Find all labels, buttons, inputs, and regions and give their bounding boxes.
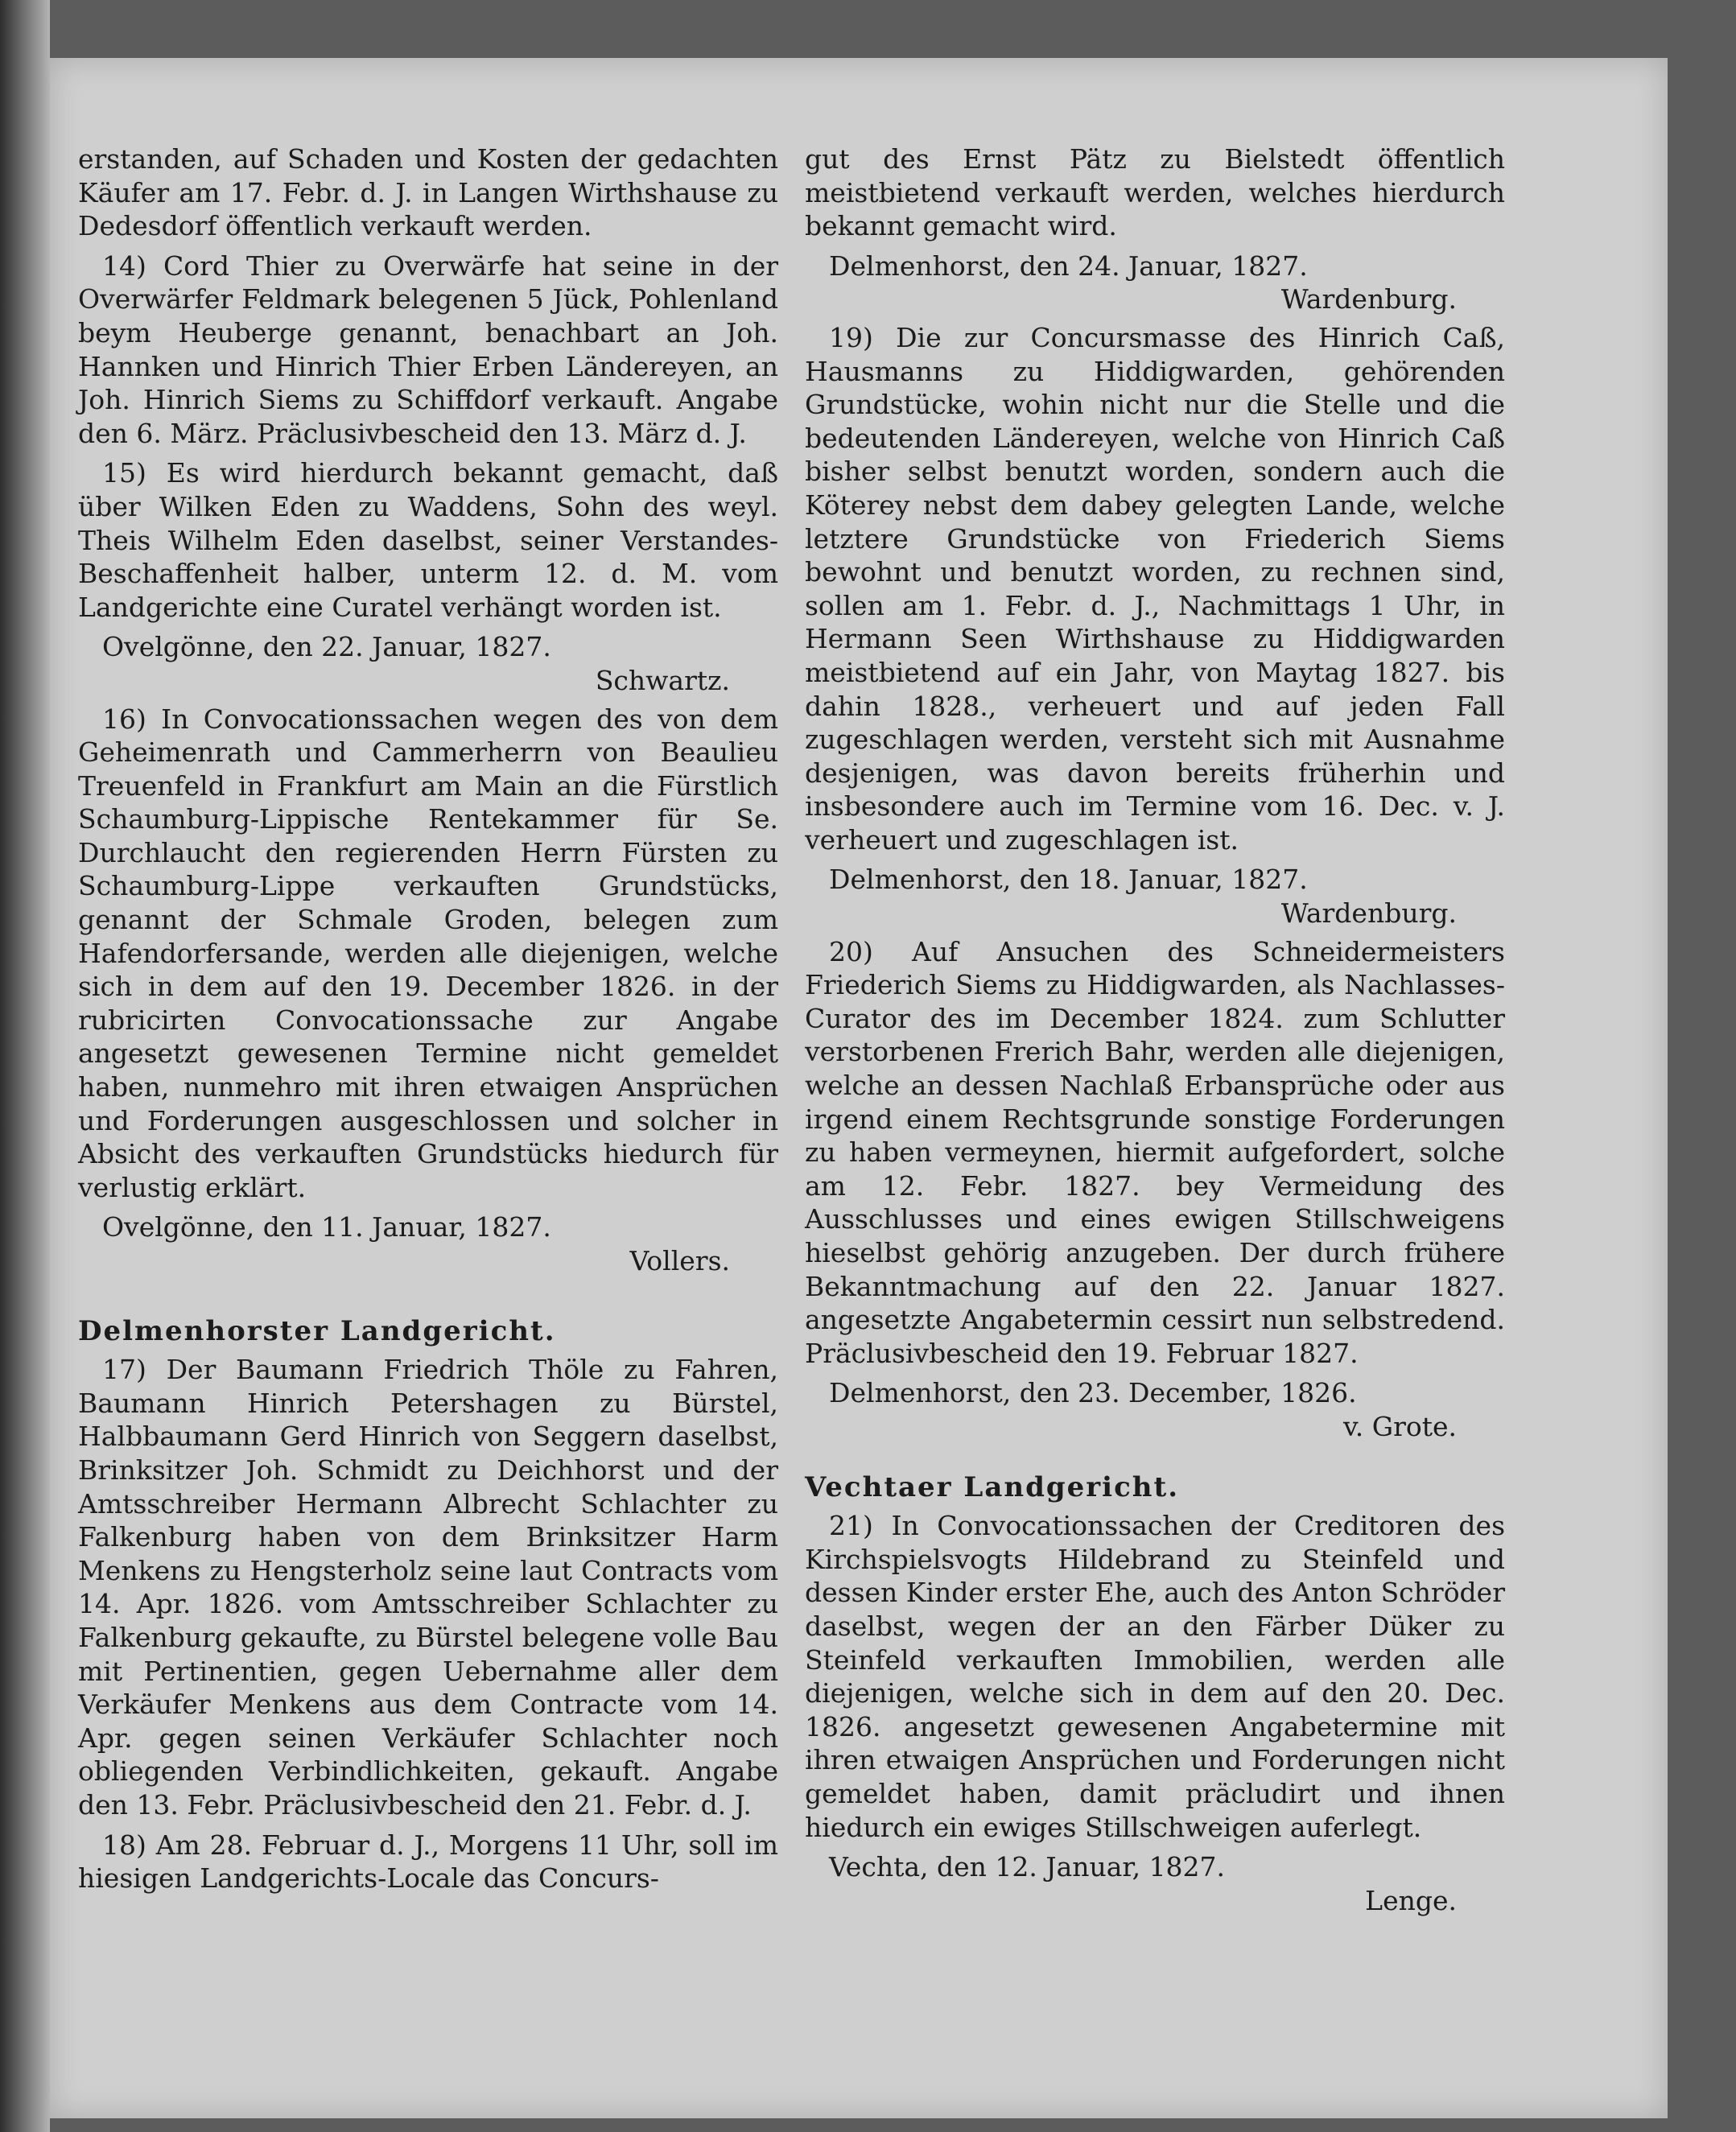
paragraph-15: 15) Es wird hierdurch bekannt gemacht, daß über Wilken Eden zu Waddens, Sohn des weyl. Theis Wilhelm Eden daselbst, seiner Verstandes-Beschaffenheit halber, unterm 12. d. M. vom Landgerichte eine Curatel verhängt worden ist. <box>78 457 778 623</box>
paragraph-14: 14) Cord Thier zu Overwärfe hat seine in der Overwärfer Feldmark belegenen 5 Jück, Pohlenland beym Heuberge genannt, benachbart an Joh. Hannken und Hinrich Thier Erben Ländereyen, an Joh. Hinrich Siems zu Schiffdorf verkauft. Angabe den 6. März. Präclusivbescheid den 13. März d. J. <box>78 249 778 449</box>
paragraph-16: 16) In Convocationssachen wegen des von dem Geheimenrath und Cammerherrn von Beaulieu Treuenfeld in Frankfurt am Main an die Fürstlich Schaumburg-Lippische Rentekammer für Se. Durchlaucht den regierenden Herrn Fürsten zu Schaumburg-Lippe verkauften Grundstücks, genannt der Schmale Groden, belegen zum Hafendorfersande, werden alle diejenigen, welche sich in dem auf den 19. December 1826. in der rubricirten Convocationssache zur Angabe angesetzt gewesenen Termine nicht gemeldet haben, nunmehro mit ihren etwaigen Ansprüchen und Forderungen ausgeschlossen und solcher in Absicht des verkauften Grundstücks hiedurch für verlustig erklärt. <box>78 703 778 1203</box>
dateline-16: Ovelgönne, den 11. Januar, 1827. <box>102 1211 551 1243</box>
dateline-18: Delmenhorst, den 24. Januar, 1827. <box>829 249 1308 282</box>
signature-20: v. Grote. <box>1343 1410 1457 1442</box>
section-heading-delmenhorst: Delmenhorster Landgericht. <box>78 1314 556 1347</box>
right-column <box>805 142 1505 1922</box>
dateline-19: Delmenhorst, den 18. Januar, 1827. <box>829 864 1308 896</box>
paragraph-20: 20) Auf Ansuchen des Schneidermeisters Friederich Siems zu Hiddigwarden, als Nachlasses-Curator des im December 1824. zum Schlutter verstorbenen Frerich Bahr, werden alle diejenigen, welche an dessen Nachlaß Erbansprüche oder aus irgend einem Rechtsgrunde sonstige Forderungen zu haben vermeynen, hiermit aufgefordert, solche am 12. Febr. 1827. bey Vermeidung des Ausschlusses und eines ewigen Stillschweigens hieselbst gehörig anzugeben. Der durch frühere Bekanntmachung auf den 22. Januar 1827. angesetzte Angabetermin cessirt nun selbstredend. Präclusivbescheid den 19. Februar 1827. <box>805 935 1505 1369</box>
dateline-15: Ovelgönne, den 22. Januar, 1827. <box>102 631 551 663</box>
signature-21: Lenge. <box>1365 1884 1457 1916</box>
paragraph-13-continued: erstanden, auf Schaden und Kosten der gedachten Käufer am 17. Febr. d. J. in Langen Wirthshause zu Dedesdorf öffentlich verkauft werden. <box>78 143 778 242</box>
paragraph-17: 17) Der Baumann Friedrich Thöle zu Fahren, Baumann Hinrich Petershagen zu Bürstel, Halbbaumann Gerd Hinrich von Seggern daselbst, Brinksitzer Joh. Schmidt zu Deichhorst und der Amtsschreiber Hermann Albrecht Schlachter zu Falkenburg haben von dem Brinksitzer Harm Menkens zu Hengsterholz seine laut Contracts vom 14. Apr. 1826. vom Amtsschreiber Schlachter zu Falkenburg gekaufte, zu Bürstel belegene volle Bau mit Pertinentien, gegen Uebernahme aller dem Verkäufer Menkens aus dem Contracte vom 14. Apr. gegen seinen Verkäufer Schlachter noch obliegenden Verbindlichkeiten, gekauft. Angabe den 13. Febr. Präclusivbescheid den 21. Febr. d. J. <box>78 1354 778 1821</box>
signature-15: Schwartz. <box>595 664 730 696</box>
paragraph-18: 18) Am 28. Februar d. J., Morgens 11 Uhr, soll im hiesigen Landgerichts-Locale das Concurs- <box>78 1829 778 1895</box>
left-column <box>78 142 778 1902</box>
signature-18: Wardenburg. <box>1280 283 1457 315</box>
signature-19: Wardenburg. <box>1280 897 1457 930</box>
section-heading-vechta: Vechtaer Landgericht. <box>805 1470 1180 1503</box>
paragraph-21: 21) In Convocationssachen der Creditoren des Kirchspielsvogts Hildebrand zu Steinfeld und dessen Kinder erster Ehe, auch des Anton Schröder daselbst, wegen der an den Färber Düker zu Steinfeld verkauften Immobilien, werden alle diejenigen, welche sich in dem auf den 20. Dec. 1826. angesetzt gewesenen Angabetermine mit ihren etwaigen Ansprüchen und Forderungen nicht gemeldet haben, damit präcludirt und ihnen hiedurch ein ewiges Stillschweigen auferlegt. <box>805 1510 1505 1843</box>
dateline-20: Delmenhorst, den 23. December, 1826. <box>829 1377 1357 1409</box>
paragraph-18-continued: gut des Ernst Pätz zu Bielstedt öffentlich meistbietend verkauft werden, welches hierdurch bekannt gemacht wird. <box>805 143 1505 242</box>
document-page <box>50 58 1668 2118</box>
dateline-21: Vechta, den 12. Januar, 1827. <box>829 1851 1226 1883</box>
signature-16: Vollers. <box>629 1245 730 1276</box>
book-spine <box>0 0 50 2132</box>
paragraph-19: 19) Die zur Concursmasse des Hinrich Caß, Hausmanns zu Hiddigwarden, gehörenden Grundstücke, wohin nicht nur die Stelle und die bedeutenden Ländereyen, welche von Hinrich Caß bisher selbst benutzt worden, sondern auch die Köterey nebst dem dabey gelegten Lande, welche letztere Grundstücke von Friederich Siems bewohnt und benutzt worden, zu rechnen sind, sollen am 1. Febr. d. J., Nachmittags 1 Uhr, in Hermann Seen Wirthshause zu Hiddigwarden meistbietend auf ein Jahr, von Maytag 1827. bis dahin 1828., verheuert und auf jeden Fall zugeschlagen werden, versteht sich mit Ausnahme desjenigen, was davon bereits früherhin und insbesondere auch im Termine vom 16. Dec. v. J. verheuert und zugeschlagen ist. <box>805 321 1505 856</box>
